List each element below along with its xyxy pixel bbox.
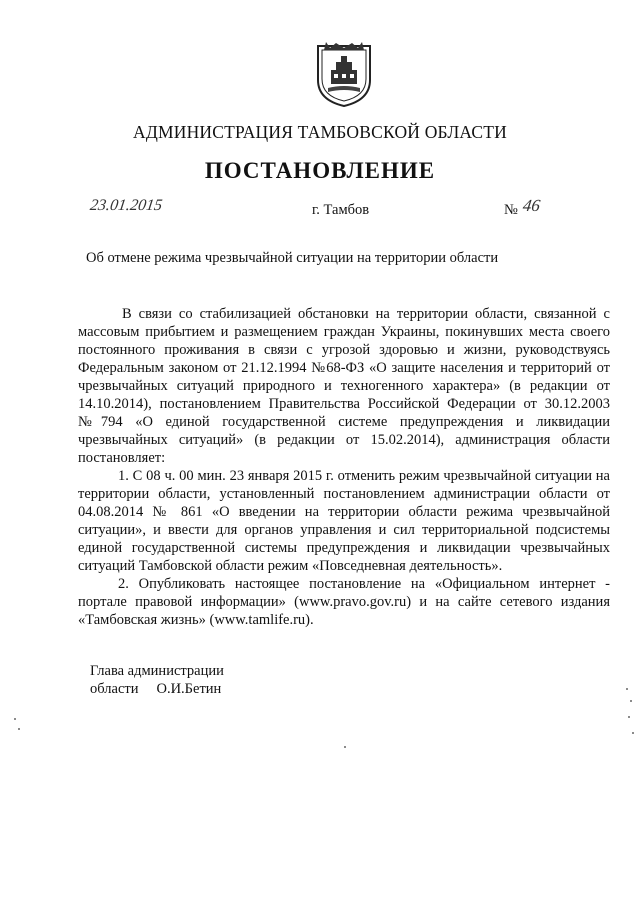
organization-title: АДМИНИСТРАЦИЯ ТАМБОВСКОЙ ОБЛАСТИ [133, 122, 507, 142]
document-type-title: ПОСТАНОВЛЕНИЕ [204, 158, 436, 183]
document-number: 46 [521, 196, 542, 215]
scan-speck [18, 728, 20, 730]
coat-of-arms-emblem [314, 40, 374, 110]
scan-speck [628, 716, 630, 718]
scan-speck [632, 732, 634, 734]
signature-position-line1: Глава администрации [90, 663, 224, 679]
signature-block [90, 662, 224, 698]
document-city: г. Тамбов [312, 202, 370, 218]
scan-speck [630, 700, 632, 702]
scan-speck [14, 718, 16, 720]
scan-speck [626, 688, 628, 690]
document-number-label: № [504, 202, 518, 218]
item-1-paragraph: 1. С 08 ч. 00 мин. 23 января 2015 г. отменить режим чрезвычайной ситуации на территории области, установленный постановлением администрации области от 04.08.2014 № 861 «О введении на территории области режима чрезвычайной ситуации», и ввести для органов управления и сил территориальной подсистемы единой государственной системы предупреждения и ликвидации чрезвычайных ситуаций Тамбовской области режим «Повседневная деятельность». [78, 468, 610, 574]
scan-speck [344, 746, 346, 748]
document-subject: Об отмене режима чрезвычайной ситуации на территории области [86, 250, 499, 266]
document-date: 23.01.2015 [88, 197, 164, 214]
signature-position-line2: области [90, 681, 139, 697]
document-body [78, 305, 610, 629]
intro-paragraph: В связи со стабилизацией обстановки на территории области, связанной с массовым прибытием и размещением граждан Украины, покинувших места своего постоянного проживания в связи с угрозой здоровью и жизни, руководствуясь Федеральным законом от 21.12.1994 №68-ФЗ «О защите населения и территорий от чрезвычайных ситуаций природного и техногенного характера» (в редакции от 14.10.2014), постановлением Правительства Российской Федерации от 30.12.2003 №794 «О единой государственной системе предупреждения и ликвидации чрезвычайных ситуаций» (в редакции от 15.02.2014), администрация области постановляет: [78, 306, 610, 466]
signature-name: О.И.Бетин [156, 681, 222, 697]
item-2-paragraph: 2. Опубликовать настоящее постановление на «Официальном интернет - портале правовой информации» (www.pravo.gov.ru) и на сайте сетевого издания «Тамбовская жизнь» (www.tamlife.ru). [78, 576, 610, 628]
